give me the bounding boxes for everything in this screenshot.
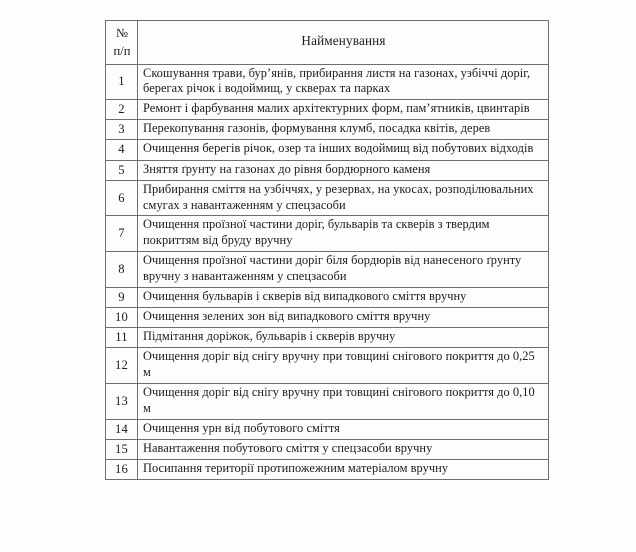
row-name-cell: Посипання території протипожежним матеріалом вручну — [138, 459, 549, 479]
table-row — [106, 252, 549, 288]
row-name-cell: Скошування трави, бур’янів, прибирання листя на газонах, узбіччі доріг, берегах річок і водоймищ, у скверах та парках — [138, 64, 549, 100]
row-number-cell: 15 — [106, 439, 138, 459]
table-row — [106, 180, 549, 216]
row-name-cell: Зняття ґрунту на газонах до рівня бордюрного каменя — [138, 160, 549, 180]
row-name-cell: Перекопування газонів, формування клумб, посадка квітів, дерев — [138, 120, 549, 140]
row-name-cell: Підмітання доріжок, бульварів і скверів вручну — [138, 328, 549, 348]
row-name-cell: Навантаження побутового сміття у спецзасоби вручну — [138, 439, 549, 459]
table-row — [106, 439, 549, 459]
row-name-cell: Очищення бульварів і скверів від випадкового сміття вручну — [138, 287, 549, 307]
table-row — [106, 328, 549, 348]
table-row — [106, 308, 549, 328]
row-number-cell: 10 — [106, 308, 138, 328]
table-row — [106, 140, 549, 160]
table-row — [106, 100, 549, 120]
row-number-cell: 13 — [106, 384, 138, 420]
table-row — [106, 348, 549, 384]
row-number-cell: 9 — [106, 287, 138, 307]
row-number-cell: 2 — [106, 100, 138, 120]
row-number-cell: 16 — [106, 459, 138, 479]
column-header-number-line1: № — [115, 26, 129, 40]
table-row — [106, 459, 549, 479]
table-body — [106, 64, 549, 480]
works-list-table — [105, 20, 549, 480]
row-number-cell: 1 — [106, 64, 138, 100]
row-number-cell: 11 — [106, 328, 138, 348]
row-name-cell: Очищення берегів річок, озер та інших водоймищ від побутових відходів — [138, 140, 549, 160]
table-header-row — [106, 21, 549, 65]
table-header — [106, 21, 549, 65]
row-number-cell: 8 — [106, 252, 138, 288]
row-name-cell: Очищення доріг від снігу вручну при товщині снігового покриття до 0,25 м — [138, 348, 549, 384]
row-name-cell: Очищення зелених зон від випадкового сміття вручну — [138, 308, 549, 328]
row-number-cell: 3 — [106, 120, 138, 140]
row-name-cell: Ремонт і фарбування малих архітектурних форм, пам’ятників, цвинтарів — [138, 100, 549, 120]
row-number-cell: 4 — [106, 140, 138, 160]
table-row — [106, 64, 549, 100]
column-header-name: Найменування — [138, 21, 549, 65]
table-row — [106, 419, 549, 439]
table-row — [106, 287, 549, 307]
column-header-number-line2: п/п — [113, 44, 131, 59]
row-name-cell: Очищення урн від побутового сміття — [138, 419, 549, 439]
table-row — [106, 160, 549, 180]
table-row — [106, 384, 549, 420]
row-name-cell: Очищення доріг від снігу вручну при товщині снігового покриття до 0,10 м — [138, 384, 549, 420]
table-row — [106, 120, 549, 140]
table-row — [106, 216, 549, 252]
row-name-cell: Очищення проїзної частини доріг, бульварів та скверів з твердим покриттям від бруду вручну — [138, 216, 549, 252]
row-number-cell: 6 — [106, 180, 138, 216]
row-number-cell: 14 — [106, 419, 138, 439]
column-header-number — [106, 21, 138, 65]
row-number-cell: 5 — [106, 160, 138, 180]
row-number-cell: 12 — [106, 348, 138, 384]
row-name-cell: Прибирання сміття на узбіччях, у резервах, на укосах, розподілювальних смугах з навантаженням у спецзасоби — [138, 180, 549, 216]
row-number-cell: 7 — [106, 216, 138, 252]
row-name-cell: Очищення проїзної частини доріг біля бордюрів від нанесеного ґрунту вручну з навантаженням у спецзасоби — [138, 252, 549, 288]
